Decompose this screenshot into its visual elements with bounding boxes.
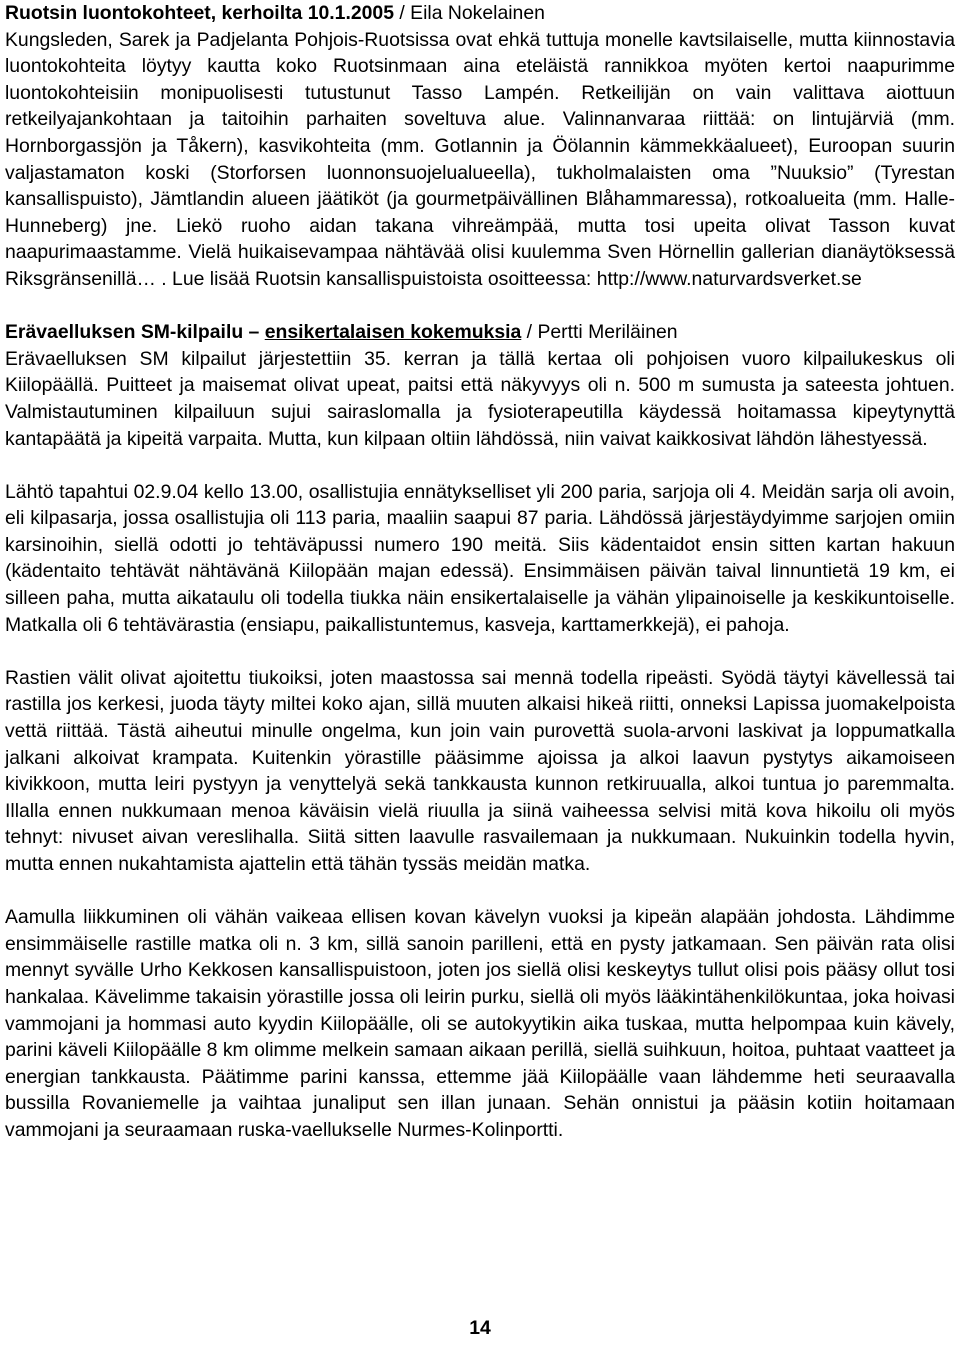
paragraph-gap: [5, 638, 955, 665]
section-eravaellus: [5, 319, 955, 452]
section-title-part2: ensikertalaisen kokemuksia: [264, 321, 522, 344]
paragraph-gap: [5, 293, 955, 320]
paragraph-4: Aamulla liikkuminen oli vähän vaikeaa ellisen kovan kävelyn vuoksi ja kipeän alapään johdosta. Lähdimme ensimmäiselle rastille matka oli n. 3 km, sillä sanoin parilleni, että en pysty jatkamaan. Sen päivän rata olisi mennyt syvälle Urho Kekkosen kansallispuistoon, joten jos siellä olisi keskeytys tullut olisi pois pääsy ollut tosi hankalaa. Kävelimme takaisin yörastille jossa oli leirin purku, siellä oli myös lääkintähenkilökuntaa, joka hoivasi vammojani ja hommasi auto kyydin Kiilopäälle, oli se autokyytikin aika tuskaa, mutta helpompaa kuin kävely, parini käveli Kiilopäälle 8 km olimme melkein samaan aikaan perillä, siellä suihkuun, hoitoa, puhtaat vaatteet ja energian tankkausta. Päätimme parini kanssa, ettemme jää Kiilopäälle vaan lähdemme heti seuraavalla bussilla Rovaniemelle ja vaihtaa junaliput sen illan junaan. Sehän onnistui ja pääsin kotiin hoitamaan vammojani ja seuraamaan ruska-vaellukselle Nurmes-Kolinportti.: [5, 906, 955, 1141]
paragraph-3: Rastien välit olivat ajoitettu tiukoiksi, joten maastossa sai mennä todella ripeästi. Syödä täytyi kävellessä tai rastilla jos kerkesi, juoda täyty miltei koko ajan, sillä muuten alkaisi hikeä riitti, onneksi Lapissa juomakelpoista vettä riittää. Tästä aiheutui minulle ongelma, kun join vain purovettä suola-arvoni laskivat ja loppumatkalla jalkani alkoivat krampata. Kuitenkin yörastille pääsimme ajoissa ja alkoi laavun pystytys aikamoiseen kivikkoon, mutta leiri pystyyn ja venyttelyä sekä tankkausta kunnon retkiruualla, alkoi tuntua jo paremmalta. Illalla ennen nukkumaan menoa käväisin vielä riuulla ja siinä vaiheessa selvisi mitä kova hikoilu oli myös tehnyt: nivuset aivan vereslihalla. Siitä sitten laavulle rasvailemaan ja nukkumaan. Nukuinkin todella hyvin, mutta ennen nukahtamista ajattelin että tähän tyssäs meidän matka.: [5, 666, 955, 875]
paragraph-1: Erävaelluksen SM kilpailut järjestettiin 35. kerran ja tällä kertaa oli pohjoisen vuoro kilpailukeskus oli Kiilopäällä. Puitteet ja maisemat olivat upeat, paitsi että näkyvyys oli n. 500 m sumusta ja sateesta johtuen. Valmistautuminen kilpailuun sujui sairaslomalla ja fysioterapeutilla käydessä hoitamassa kipeytynyttä kantapäätä ja kipeitä varpaita. Mutta, kun kilpaan oltiin lähdössä, niin vaivat kaikkosivat lähdön lähestyessä.: [5, 347, 955, 450]
document-page: [5, 0, 955, 1144]
section-title-part1: Erävaelluksen SM-kilpailu: [5, 321, 244, 344]
section-title-dash: –: [243, 321, 265, 344]
paragraph-2: Lähtö tapahtui 02.9.04 kello 13.00, osallistujia ennätykselliset yli 200 paria, sarjoja oli 4. Meidän sarja oli avoin, eli kilpasarja, jossa osallistujia oli 113 paria, maaliin saapui 87 paria. Lähdössä järjestäydyimme sarjojen omiin karsinoihin, siellä odotti jo tehtäväpussi numero 190 meitä. Siis kädentaidot ensin sitten kartan hakuun (kädentaito tehtävät nähtävänä Kiilopään majan edessä). Ensimmäisen päivän taival linnuntietä 19 km, ei silleen paha, mutta aikataulu oli todella tiukka näin ensikertalaiselle ja vähän ylipainoiselle ja keskikuntoiselle. Matkalla oli 6 tehtävärastia (ensiapu, paikallistuntemus, kasveja, karttamerkkejä), ei pahoja.: [5, 480, 955, 636]
section-author: / Eila Nokelainen: [393, 2, 545, 24]
paragraph-gap: [5, 452, 955, 479]
section-title: Ruotsin luontokohteet, kerhoilta 10.1.2005: [5, 2, 394, 24]
section-ruotsin-luontokohteet: [5, 0, 955, 293]
section-body: Kungsleden, Sarek ja Padjelanta Pohjois-Ruotsissa ovat ehkä tuttuja monelle kavtsilaiselle, mutta kiinnostavia luontokohteita löytyy kautta koko Ruotsinmaan aina eteläistä rannikkoa myöten kertoi naapurimme luontokohteisiin monipuolisesti tutustunut Tasso Lampén. Retkeilijän on vain valittava aiottuun retkeilyajankohtaan ja taitoihin parhaiten soveltuva alue. Valinnanvaraa riittää: on lintujärviä (mm. Hornborgassjön ja Tåkern), kasvikohteita (mm. Gotlannin ja Öölannin kämmekkäalueet), Euroopan suurin valjastamaton koski (Storforsen luonnonsuojelualueella), tukholmalaisten oma ”Nuuksio” (Tyrestan kansallispuisto), Jämtlandin alueen jäätiköt (ja gourmetpäivällinen Blåhammaressa), rotkoalueita (mm. Halle-Hunneberg) jne. Liekö ruoho aidan takana vihreämpää, mutta tosi upeita olivat Tasson kuvat naapurimaastamme. Vielä huikaisevampaa nähtävää olisi kuulemma Sven Hörnellin gallerian dianäytöksessä Riksgränsenillä… . Lue lisää Ruotsin kansallispuistoista osoitteessa: http://www.naturvardsverket.se: [5, 28, 955, 290]
section-author: / Pertti Meriläinen: [521, 321, 678, 344]
page-number: 14: [469, 1317, 491, 1339]
paragraph-gap: [5, 878, 955, 905]
